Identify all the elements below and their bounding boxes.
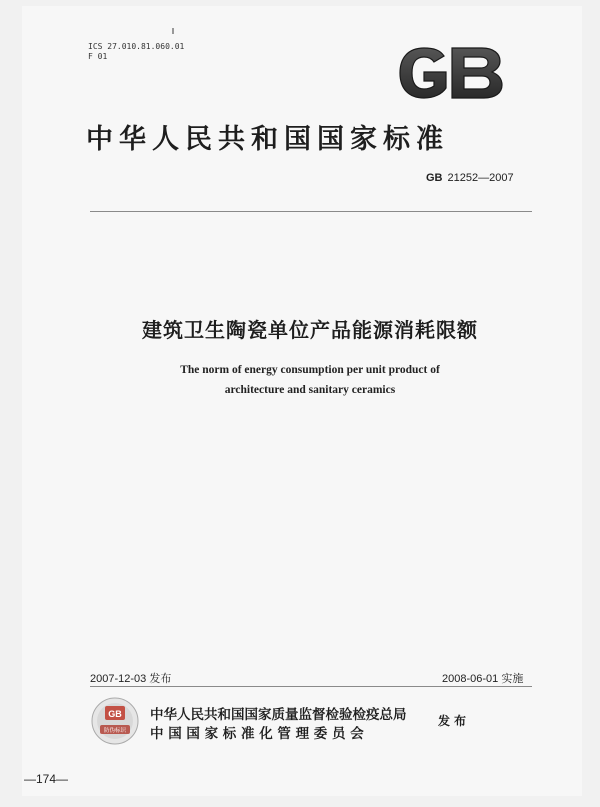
header-divider xyxy=(90,211,532,212)
standard-code: 21252—2007 xyxy=(447,172,514,184)
document-type-title: 中华人民共和国国家标准 xyxy=(86,124,449,155)
issuer-sac: 中 国 国 家 标 准 化 管 理 委 员 会 xyxy=(150,726,364,742)
svg-text:防伪标识: 防伪标识 xyxy=(103,728,127,734)
implementation-date: 2008-06-01 实施 xyxy=(442,673,524,685)
page-number: —174— xyxy=(24,772,69,786)
ics-code: ICS 27.010.81.060.01 xyxy=(88,42,185,51)
publish-label: 发布 xyxy=(438,714,471,728)
footer-divider xyxy=(90,686,532,687)
english-title xyxy=(90,360,530,400)
gb-logo xyxy=(396,46,504,100)
svg-text:GB: GB xyxy=(108,709,122,719)
english-title-line2: architecture and sanitary ceramics xyxy=(224,384,396,396)
issue-date: 2007-12-03 发布 xyxy=(90,673,172,685)
category-code: F 01 xyxy=(88,52,108,61)
standard-number xyxy=(426,172,514,184)
anti-counterfeit-seal xyxy=(91,697,139,745)
english-title-line1: The norm of energy consumption per unit product of xyxy=(180,364,440,376)
scan-mark xyxy=(172,28,174,34)
standard-prefix: GB xyxy=(426,172,443,184)
svg-text:GB: GB xyxy=(396,46,398,47)
issuer-aqsiq: 中华人民共和国国家质量监督检验检疫总局 xyxy=(150,707,407,723)
classification-codes xyxy=(88,42,184,62)
chinese-title: 建筑卫生陶瓷单位产品能源消耗限额 xyxy=(142,318,478,342)
